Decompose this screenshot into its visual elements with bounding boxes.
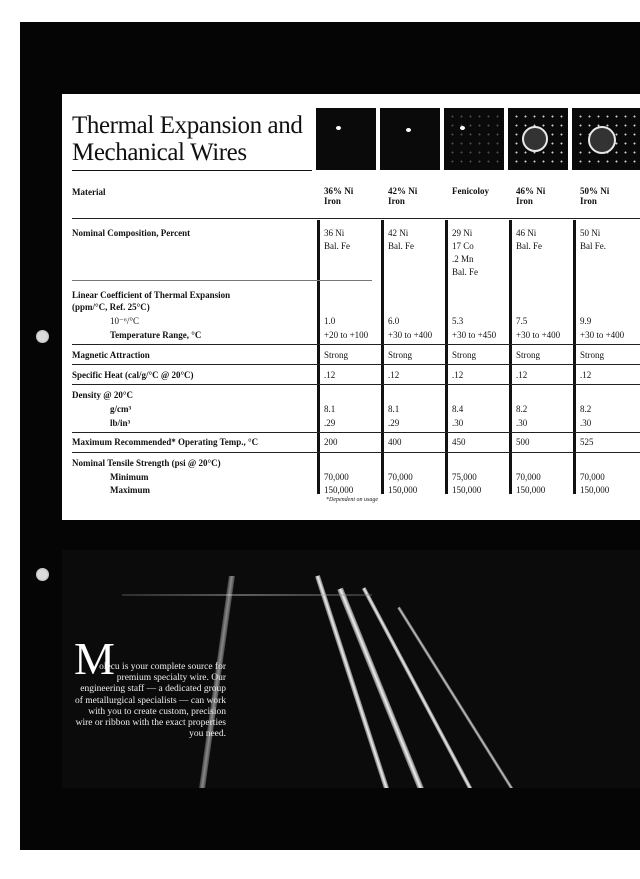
column-header-line: Iron bbox=[516, 196, 533, 206]
tensile-min-cell: 70,000 bbox=[580, 472, 605, 482]
max-temp-cell: 500 bbox=[516, 437, 530, 447]
composition-label: Nominal Composition, Percent bbox=[72, 228, 191, 238]
magnetic-cell: Strong bbox=[388, 350, 413, 360]
spec-panel bbox=[62, 94, 640, 520]
tensile-label: Nominal Tensile Strength (psi @ 20°C) bbox=[72, 458, 221, 468]
punch-hole-icon bbox=[36, 330, 49, 343]
row-rule bbox=[72, 280, 372, 281]
material-header: Material bbox=[72, 187, 106, 197]
column-header bbox=[452, 186, 489, 196]
tensile-max-cell: 150,000 bbox=[516, 485, 546, 495]
tensile-min-cell: 70,000 bbox=[516, 472, 541, 482]
column-header-line: 46% Ni bbox=[516, 186, 546, 196]
density-gcm-cell: 8.4 bbox=[452, 404, 464, 414]
row-rule bbox=[72, 452, 640, 453]
wire-sample-photo bbox=[380, 108, 440, 170]
wire-photo bbox=[62, 550, 640, 788]
column-header bbox=[580, 186, 609, 206]
left-black-band bbox=[20, 22, 62, 850]
max-temp-label: Maximum Recommended* Operating Temp., °C bbox=[72, 437, 259, 447]
tensile-min-cell: 75,000 bbox=[452, 472, 477, 482]
magnetic-cell: Strong bbox=[580, 350, 605, 360]
density-label: Density @ 20°C bbox=[72, 390, 133, 400]
specific-heat-label: Specific Heat (cal/g/°C @ 20°C) bbox=[72, 370, 194, 380]
wire-strand bbox=[122, 594, 372, 596]
composition-cell: Bal. Fe bbox=[516, 241, 542, 251]
max-temp-cell: 525 bbox=[580, 437, 594, 447]
density-gcm-cell: 8.2 bbox=[516, 404, 528, 414]
expansion-cell: 9.9 bbox=[580, 316, 592, 326]
expansion-cell: 6.0 bbox=[388, 316, 400, 326]
composition-cell: 17 Co bbox=[452, 241, 474, 251]
magnetic-cell: Strong bbox=[516, 350, 541, 360]
expansion-cell: 7.5 bbox=[516, 316, 528, 326]
tensile-min-cell: 70,000 bbox=[324, 472, 349, 482]
dropcap: M bbox=[74, 633, 115, 684]
tensile-max-cell: 150,000 bbox=[388, 485, 418, 495]
punch-hole-icon bbox=[36, 568, 49, 581]
temp-range-cell: +30 to +450 bbox=[452, 330, 497, 340]
wire-strand bbox=[397, 607, 521, 788]
tensile-max-cell: 150,000 bbox=[324, 485, 354, 495]
composition-cell: Bal Fe. bbox=[580, 241, 606, 251]
wire-coil-photo bbox=[572, 108, 640, 170]
expansion-cell: 1.0 bbox=[324, 316, 336, 326]
composition-cell: .2 Mn bbox=[452, 254, 474, 264]
column-header-line: Fenicoloy bbox=[452, 186, 489, 196]
specific-heat-cell: .12 bbox=[324, 370, 336, 380]
wire-sample-photo bbox=[444, 108, 504, 170]
row-rule bbox=[72, 384, 640, 385]
tensile-min-cell: 70,000 bbox=[388, 472, 413, 482]
magnetic-cell: Strong bbox=[452, 350, 477, 360]
tensile-max-cell: 150,000 bbox=[580, 485, 610, 495]
row-rule bbox=[72, 364, 640, 365]
composition-cell: 42 Ni bbox=[388, 228, 409, 238]
density-lbin-cell: .29 bbox=[388, 418, 400, 428]
composition-cell: 36 Ni bbox=[324, 228, 345, 238]
wire-coil-photo bbox=[508, 108, 568, 170]
density-gcm-cell: 8.2 bbox=[580, 404, 592, 414]
promo-text: olecu is your complete source for premium specialty wire. Our engineering staff — a dedicated group of metallurgical specialists — can work with you to create custom, precision wire or ribbon with the exact properties you need. bbox=[75, 662, 226, 740]
expansion-label: Linear Coefficient of Thermal Expansion (ppm/°C, Ref. 25°C) bbox=[72, 290, 231, 312]
title-underline bbox=[72, 170, 312, 171]
column-header-line: 36% Ni bbox=[324, 186, 354, 196]
density-lbin-cell: .30 bbox=[516, 418, 528, 428]
temp-range-cell: +30 to +400 bbox=[580, 330, 625, 340]
max-temp-cell: 400 bbox=[388, 437, 402, 447]
specific-heat-cell: .12 bbox=[452, 370, 464, 380]
column-header bbox=[324, 186, 353, 206]
temp-range-label: Temperature Range, °C bbox=[110, 330, 202, 340]
middle-black-band bbox=[20, 520, 640, 550]
expansion-cell: 5.3 bbox=[452, 316, 464, 326]
bottom-black-band bbox=[20, 788, 640, 850]
column-header-line: Iron bbox=[324, 196, 341, 206]
density-unit-gcm: g/cm³ bbox=[110, 404, 132, 414]
column-header bbox=[516, 186, 545, 206]
density-lbin-cell: .30 bbox=[452, 418, 464, 428]
tensile-max-cell: 150,000 bbox=[452, 485, 482, 495]
magnetic-label: Magnetic Attraction bbox=[72, 350, 150, 360]
top-black-band bbox=[20, 22, 640, 94]
density-gcm-cell: 8.1 bbox=[324, 404, 336, 414]
column-header-line: Iron bbox=[388, 196, 405, 206]
composition-cell: Bal. Fe bbox=[324, 241, 350, 251]
composition-cell: 46 Ni bbox=[516, 228, 537, 238]
wire-sample-photo bbox=[316, 108, 376, 170]
column-header-line: 50% Ni bbox=[580, 186, 610, 196]
magnetic-cell: Strong bbox=[324, 350, 349, 360]
density-lbin-cell: .29 bbox=[324, 418, 336, 428]
temp-range-cell: +30 to +400 bbox=[388, 330, 433, 340]
row-rule bbox=[72, 344, 640, 345]
max-temp-cell: 200 bbox=[324, 437, 338, 447]
density-unit-lbin: lb/in³ bbox=[110, 418, 131, 428]
composition-cell: 29 Ni bbox=[452, 228, 473, 238]
specific-heat-cell: .12 bbox=[388, 370, 400, 380]
temp-range-cell: +20 to +100 bbox=[324, 330, 369, 340]
density-gcm-cell: 8.1 bbox=[388, 404, 400, 414]
density-lbin-cell: .30 bbox=[580, 418, 592, 428]
composition-cell: 50 Ni bbox=[580, 228, 601, 238]
composition-cell: Bal. Fe bbox=[452, 267, 478, 277]
wire-strand bbox=[315, 575, 394, 788]
specific-heat-cell: .12 bbox=[580, 370, 592, 380]
tensile-max-label: Maximum bbox=[110, 485, 150, 495]
max-temp-cell: 450 bbox=[452, 437, 466, 447]
column-header-line: Iron bbox=[580, 196, 597, 206]
composition-cell: Bal. Fe bbox=[388, 241, 414, 251]
expansion-unit-label: 10⁻⁶/°C bbox=[110, 316, 139, 326]
specific-heat-cell: .12 bbox=[516, 370, 528, 380]
tensile-min-label: Minimum bbox=[110, 472, 149, 482]
row-rule bbox=[72, 432, 640, 433]
page-title: Thermal Expansion and Mechanical Wires bbox=[72, 112, 303, 166]
column-header bbox=[388, 186, 417, 206]
header-rule bbox=[72, 218, 640, 219]
footnote: *Dependent on usage bbox=[326, 497, 378, 503]
temp-range-cell: +30 to +400 bbox=[516, 330, 561, 340]
column-header-line: 42% Ni bbox=[388, 186, 418, 196]
